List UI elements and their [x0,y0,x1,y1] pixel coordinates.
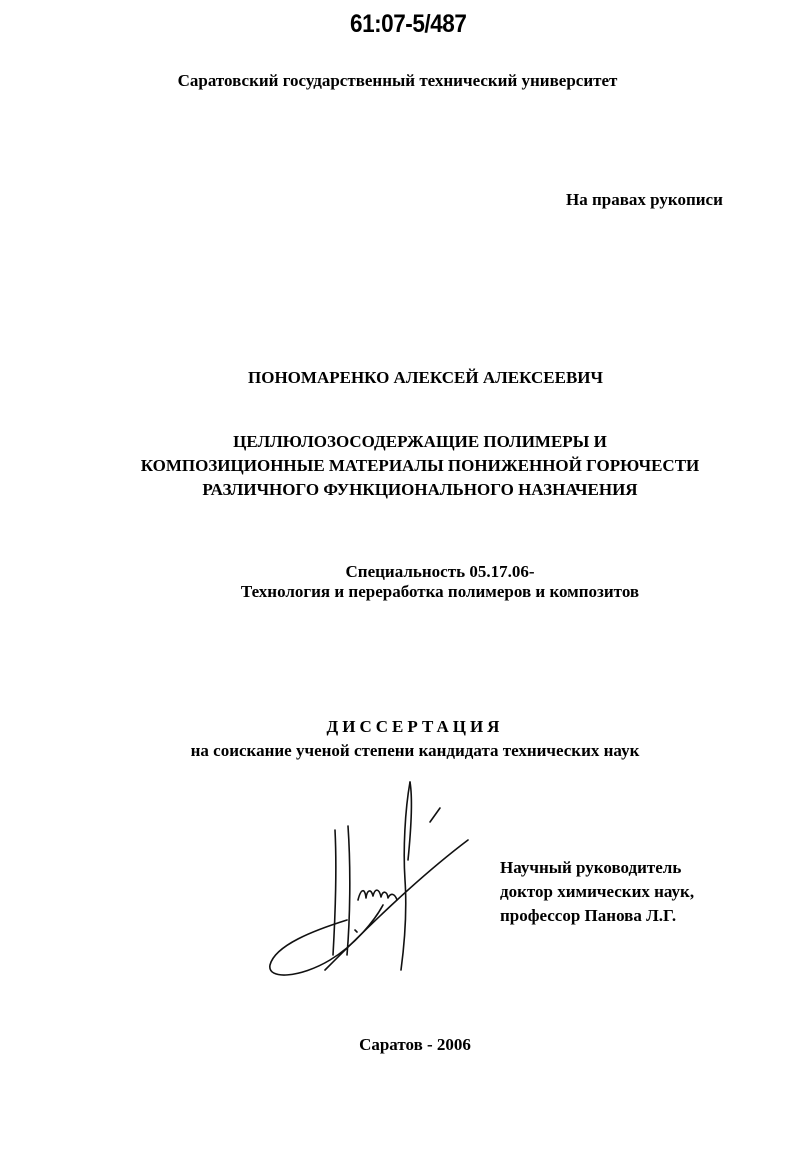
document-type-heading: ДИССЕРТАЦИЯ [326,717,504,736]
supervisor-role: Научный руководитель [500,858,682,877]
specialty-name: Технология и переработка полимеров и композитов [240,582,640,601]
manuscript-note: На правах рукописи [566,190,723,209]
dissertation-title [90,430,750,502]
supervisor-name: профессор Панова Л.Г. [500,906,677,925]
specialty-block [0,561,795,582]
city-year: Саратов - 2006 [359,1035,471,1054]
supervisor-block [500,856,694,928]
specialty-code: Специальность 05.17.06- [345,562,535,581]
supervisor-degree: доктор химических наук, [500,882,695,901]
archive-code: 61:07-5/487 [350,10,467,38]
title-line: РАЗЛИЧНОГО ФУНКЦИОНАЛЬНОГО НАЗНАЧЕНИЯ [202,480,638,499]
author-name: ПОНОМАРЕНКО АЛЕКСЕЙ АЛЕКСЕЕВИЧ [248,368,603,387]
signature-image [255,770,485,1000]
title-line: КОМПОЗИЦИОННЫЕ МАТЕРИАЛЫ ПОНИЖЕННОЙ ГОРЮЧЕСТИ [140,456,700,475]
degree-statement: на соискание ученой степени кандидата технических наук [190,741,640,760]
title-line: ЦЕЛЛЮЛОЗОСОДЕРЖАЩИЕ ПОЛИМЕРЫ И [233,432,607,451]
university-name: Саратовский государственный технический университет [177,71,618,90]
